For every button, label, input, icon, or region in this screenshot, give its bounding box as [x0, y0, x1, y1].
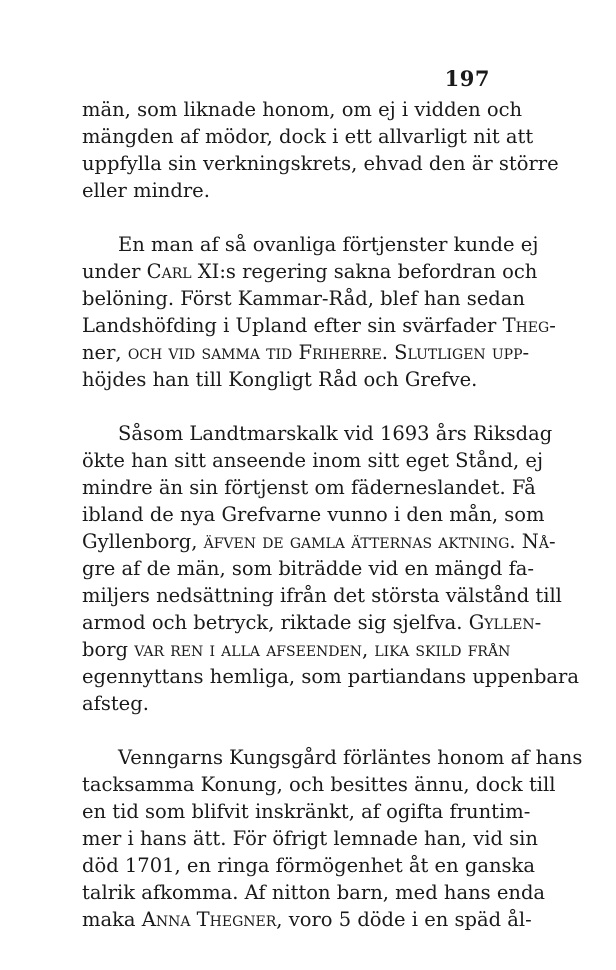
text-line: [82, 663, 580, 690]
text-segment: belöning. Först Kammar-Råd, blef han sedan: [82, 287, 525, 310]
text-line: [82, 96, 523, 123]
text-line: [82, 879, 546, 906]
text-segment: ner: [82, 341, 116, 364]
text-line: [82, 339, 530, 366]
text-line: [82, 177, 510, 204]
proper-name: Anna Thegner: [141, 908, 277, 931]
proper-name: Theg-: [502, 314, 556, 337]
text-line: [82, 906, 532, 933]
text-segment: armod och betryck, riktade sig sjelfva.: [82, 611, 469, 634]
text-segment: Gyllenborg: [82, 530, 192, 553]
text-segment: maka: [82, 908, 142, 931]
page-number: 197: [444, 66, 490, 91]
text-segment: ibland de nya Grefvarne vunno i den mån, som: [82, 503, 545, 526]
text-line: [82, 231, 539, 258]
text-line: [82, 744, 583, 771]
text-segment: mängden af mödor, dock i ett allvarligt nit att: [82, 125, 534, 148]
text-segment: under: [82, 260, 147, 283]
text-line: [82, 609, 542, 636]
text-line: [82, 852, 535, 879]
paragraph: [82, 231, 556, 393]
text-segment: En man af så ovanliga förtjenster kunde ej: [118, 233, 539, 256]
text-line: [82, 798, 531, 825]
paragraph: [82, 420, 580, 717]
text-line: [82, 123, 534, 150]
text-segment: tacksamma Konung, och besittes ännu, dock till: [82, 773, 556, 796]
text-segment: eller mindre.: [82, 179, 210, 202]
text-segment: mer i hans ätt. För öfrigt lemnade han, vid sin: [82, 827, 538, 850]
text-line: [82, 258, 538, 285]
text-segment: egennyttans hemliga, som partiandans uppenbara: [82, 665, 580, 688]
text-line: [82, 447, 544, 474]
paragraph: [82, 744, 583, 933]
text-line: [82, 555, 535, 582]
text-segment: borg: [82, 638, 129, 661]
text-line: [82, 825, 538, 852]
text-line: [82, 150, 559, 177]
text-line: [82, 771, 556, 798]
text-segment: gre af de män, som biträdde vid en mängd fa-: [82, 557, 535, 580]
paragraph: [82, 96, 559, 204]
text-segment: XI:s regering sakna befordran och: [191, 260, 538, 283]
text-line: [82, 366, 510, 393]
text-line: [82, 501, 545, 528]
proper-name: var ren i alla afseenden, lika skild från: [128, 638, 511, 661]
text-segment: miljers nedsättning ifrån det största välstånd till: [82, 584, 562, 607]
proper-name: Gyllen-: [468, 611, 542, 634]
proper-name: Carl: [146, 260, 192, 283]
text-segment: , voro 5 döde i en späd ål-: [276, 908, 532, 931]
text-segment: död 1701, en ringa förmögenhet åt en ganska: [82, 854, 535, 877]
text-segment: höjdes han till Kongligt Råd och Grefve.: [82, 368, 478, 391]
text-segment: mindre än sin förtjenst om fäderneslandet. Få: [82, 476, 536, 499]
text-segment: afsteg.: [82, 692, 149, 715]
text-line: [82, 420, 553, 447]
text-line: [82, 636, 510, 663]
text-line: [82, 312, 556, 339]
text-line: [82, 474, 536, 501]
text-segment: Såsom Landtmarskalk vid 1693 års Riksdag: [118, 422, 553, 445]
text-line: [82, 582, 562, 609]
proper-name: , äfven de gamla ätternas aktning. Nå-: [191, 530, 556, 553]
text-line: [82, 528, 556, 555]
text-line: [82, 285, 525, 312]
body-text: [82, 96, 583, 960]
text-segment: Venngarns Kungsgård förläntes honom af hans: [118, 746, 583, 769]
text-line: [82, 690, 510, 717]
text-segment: talrik afkomma. Af nitton barn, med hans enda: [82, 881, 546, 904]
text-segment: Landshöfding i Upland efter sin svärfader: [82, 314, 503, 337]
text-segment: ökte han sitt anseende inom sitt eget Stånd, ej: [82, 449, 544, 472]
text-segment: en tid som blifvit inskränkt, af ogifta fruntim-: [82, 800, 531, 823]
text-segment: uppfylla sin verkningskrets, ehvad den är större: [82, 152, 559, 175]
text-segment: män, som liknade honom, om ej i vidden och: [82, 98, 523, 121]
proper-name: , och vid samma tid Friherre. Slutligen upp-: [115, 341, 530, 364]
